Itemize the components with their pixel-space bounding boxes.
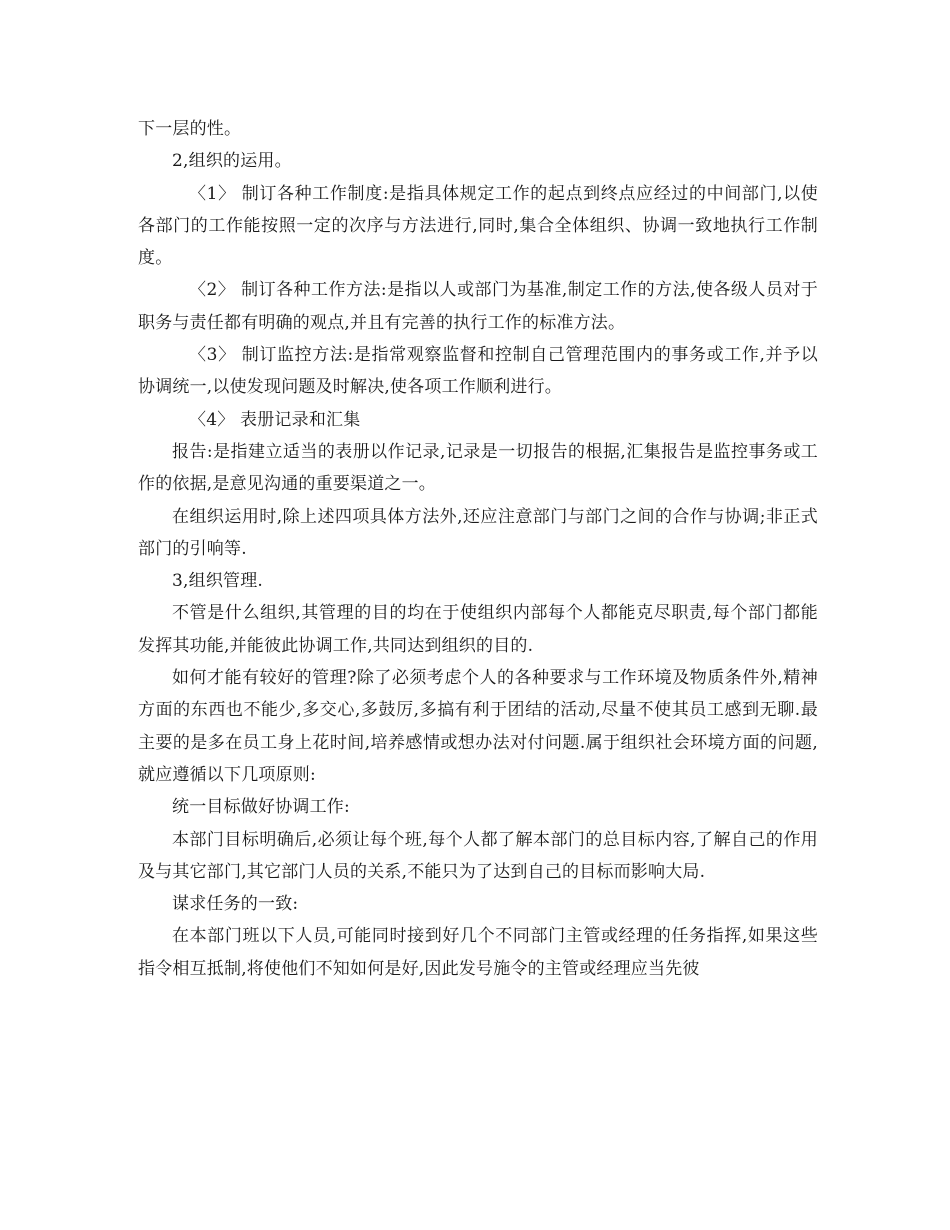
paragraph: 统一目标做好协调工作: [172, 797, 350, 818]
paragraph: 谋求任务的一致: [172, 894, 299, 915]
paragraph: 报告:是指建立适当的表册以作记录,记录是一切报告的根据,汇集报告是监控事务或工作的依据,是意见沟通的重要渠道之一。 [138, 441, 818, 495]
paragraph: 不管是什么组织,其管理的目的均在于使组织内部每个人都能克尽职责,每个部门都能发挥其功能,并能彼此协调工作,共同达到组织的目的. [138, 603, 818, 656]
paragraph: 〈3〉 制订监控方法:是指常观察监督和控制自己管理范围内的事务或工作,并予以协调统一,以使发现问题及时解决,使各项工作顺利进行。 [138, 345, 818, 398]
paragraph: 〈1〉 制订各种工作制度:是指具体规定工作的起点到终点应经过的中间部门,以使各部门的工作能按照一定的次序与方法进行,同时,集合全体组织、协调一致地执行工作制度。 [138, 183, 818, 269]
paragraph: 〈2〉 制订各种工作方法:是指以人或部门为基准,制定工作的方法,使各级人员对于职务与责任都有明确的观点,并且有完善的执行工作的标准方法。 [138, 280, 818, 333]
paragraph: 〈4〉 表册记录和汇集 [189, 409, 361, 430]
body-text [138, 113, 818, 985]
paragraph: 如何才能有较好的管理?除了必须考虑个人的各种要求与工作环境及物质条件外,精神方面的东西也不能少,多交心,多鼓厉,多搞有利于团结的活动,尽量不使其员工感到无聊.最主要的是多在员工身上花时间,培养感情或想办法对付问题.属于组织社会环境方面的问题,就应遵循以下几项原则: [138, 668, 818, 785]
paragraph: 下一层的性。 [138, 119, 242, 139]
paragraph: 本部门目标明确后,必须让每个班,每个人都了解本部门的总目标内容,了解自己的作用及与其它部门,其它部门人员的关系,不能只为了达到自己的目标而影响大局. [138, 829, 818, 882]
paragraph: 在本部门班以下人员,可能同时接到好几个不同部门主管或经理的任务指挥,如果这些指令相互抵制,将使他们不知如何是好,因此发号施令的主管或经理应当先彼 [138, 926, 818, 979]
paragraph: 3,组织管理. [172, 571, 264, 592]
paragraph: 在组织运用时,除上述四项具体方法外,还应注意部门与部门之间的合作与协调;非正式部门的引响等. [138, 506, 818, 559]
paragraph: 2,组织的运用。 [172, 151, 292, 172]
